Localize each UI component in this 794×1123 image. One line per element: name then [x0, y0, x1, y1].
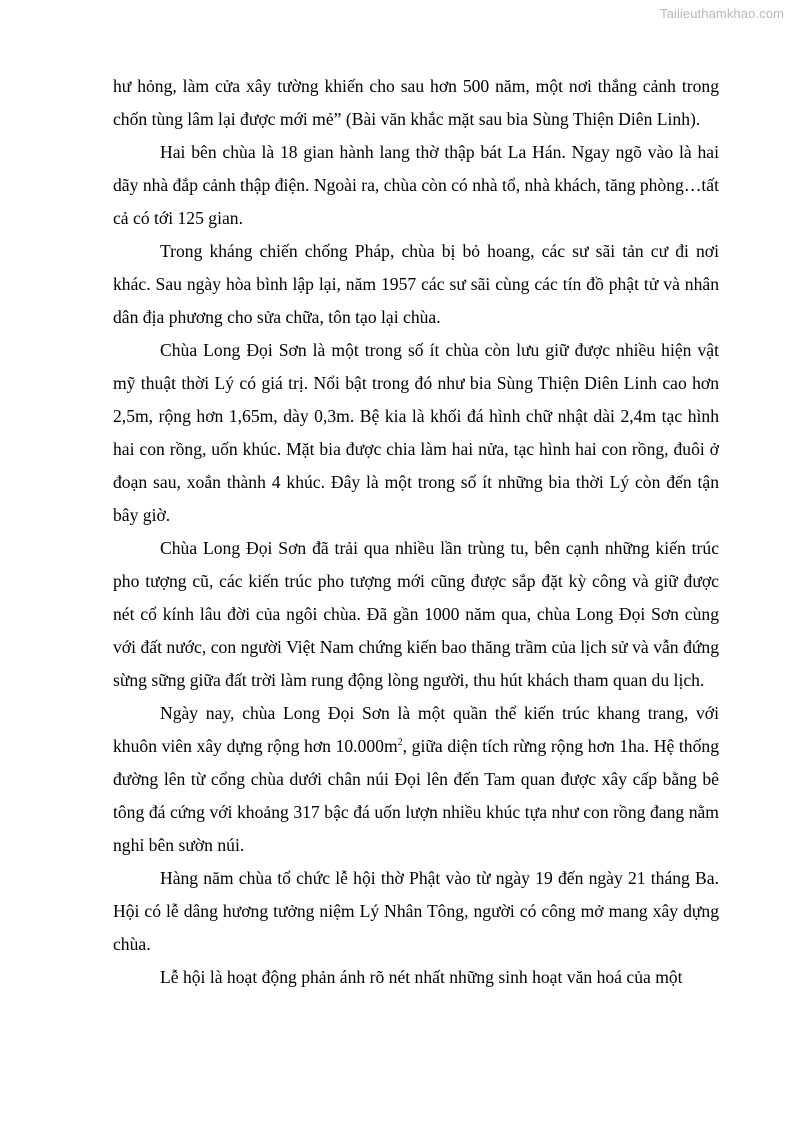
document-body [113, 70, 719, 994]
superscript-2: 2 [397, 737, 403, 748]
paragraph-7: Hàng năm chùa tổ chức lễ hội thờ Phật vào từ ngày 19 đến ngày 21 tháng Ba. Hội có lễ dâng hương tưởng niệm Lý Nhân Tông, người có công mở mang xây dựng chùa. [113, 868, 719, 954]
paragraph-5: Chùa Long Đọi Sơn đã trải qua nhiều lần trùng tu, bên cạnh những kiến trúc pho tượng cũ, các kiến trúc pho tượng mới cũng được sắp đặt kỳ công và giữ được nét cổ kính lâu đời của ngôi chùa. Đã gần 1000 năm qua, chùa Long Đọi Sơn cùng với đất nước, con người Việt Nam chứng kiến bao thăng trầm của lịch sử và vẫn đứng sừng sững giữa đất trời làm rung động lòng người, thu hút khách tham quan du lịch. [113, 538, 719, 690]
paragraph-1: hư hỏng, làm cửa xây tường khiến cho sau hơn 500 năm, một nơi thắng cảnh trong chốn tùng lâm lại được mới mẻ” (Bài văn khắc mặt sau bia Sùng Thiện Diên Linh). [113, 76, 719, 129]
paragraph-8: Lễ hội là hoạt động phản ánh rõ nét nhất những sinh hoạt văn hoá của một [160, 967, 683, 987]
paragraph-6-text-a: Ngày nay, chùa Long Đọi Sơn là một quần thể kiến trúc khang trang, với khuôn viên xây dựng rộng hơn 10.000m [113, 703, 719, 756]
watermark: Tailieuthamkhao.com [659, 6, 784, 21]
paragraph-6 [113, 697, 719, 862]
paragraph-2: Hai bên chùa là 18 gian hành lang thờ thập bát La Hán. Ngay ngõ vào là hai dãy nhà đắp cảnh thập điện. Ngoài ra, chùa còn có nhà tổ, nhà khách, tăng phòng…tất cả có tới 125 gian. [113, 142, 719, 228]
paragraph-6-text-b: , giữa diện tích rừng rộng hơn 1ha. Hệ thống đường lên từ cổng chùa dưới chân núi Đọi lên đến Tam quan được xây cấp bằng bê tông đá cứng với khoảng 317 bậc đá uốn lượn nhiều khúc tựa như con rồng đang nằm nghỉ bên sườn núi. [113, 736, 719, 855]
paragraph-3: Trong kháng chiến chống Pháp, chùa bị bỏ hoang, các sư sãi tản cư đi nơi khác. Sau ngày hòa bình lập lại, năm 1957 các sư sãi cùng các tín đồ phật tử và nhân dân địa phương cho sửa chữa, tôn tạo lại chùa. [113, 241, 719, 327]
paragraph-4: Chùa Long Đọi Sơn là một trong số ít chùa còn lưu giữ được nhiều hiện vật mỹ thuật thời Lý có giá trị. Nổi bật trong đó như bia Sùng Thiện Diên Linh cao hơn 2,5m, rộng hơn 1,65m, dày 0,3m. Bệ kia là khối đá hình chữ nhật dài 2,4m tạc hình hai con rồng, uốn khúc. Mặt bia được chia làm hai nửa, tạc hình hai con rồng, đuôi ở đoạn sau, xoắn thành 4 khúc. Đây là một trong số ít những bia thời Lý còn đến tận bây giờ. [113, 340, 719, 525]
